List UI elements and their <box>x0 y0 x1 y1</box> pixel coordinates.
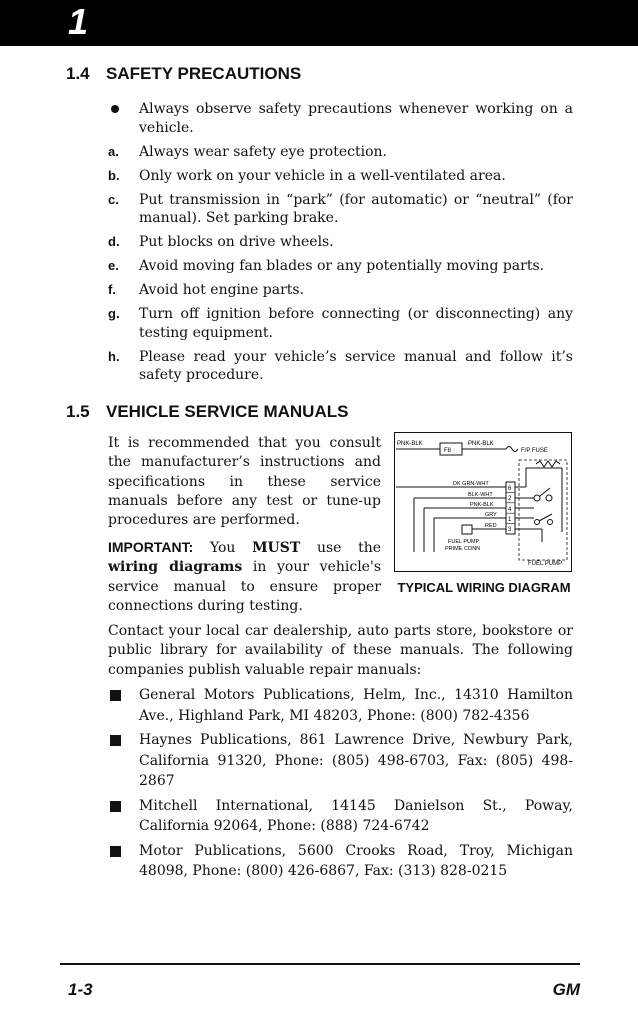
safety-item <box>108 257 573 276</box>
safety-list <box>108 100 573 390</box>
label-pnk-blk-right: PNK-BLK <box>468 441 494 447</box>
relay-contact-icon <box>546 495 552 501</box>
safety-item-text: Avoid moving fan blades or any potentially moving parts. <box>139 258 545 274</box>
manuals-intro: It is recommended that you consult the manufacturer’s instructions and specifications in these service manuals before any test or tune-up procedures are performed. <box>108 435 381 529</box>
wiring-diagram <box>394 432 572 572</box>
pin-label: 6 <box>508 486 512 492</box>
safety-item-marker: d. <box>108 234 120 249</box>
square-bullet-icon <box>110 846 121 857</box>
prime-connector <box>462 525 472 534</box>
publisher-text: General Motors Publications, Helm, Inc., 14310 Hamilton Ave., Highland Park, MI 48203, Phone: (800) 782-4356 <box>139 687 573 724</box>
safety-section-heading <box>66 64 301 84</box>
safety-item <box>108 191 573 228</box>
safety-item <box>108 167 573 186</box>
label-fp-fuse: F/P FUSE <box>521 448 548 454</box>
label-fuel-pump: FUEL PUMP <box>528 561 563 567</box>
safety-item-marker: f. <box>108 282 116 297</box>
manuals-contact: Contact your local car dealership, auto parts store, bookstore or public library for availability of these manuals. The following companies publish valuable repair manuals: <box>108 623 573 678</box>
safety-item <box>108 100 573 137</box>
safety-item-text: Only work on your vehicle in a well-ventilated area. <box>139 167 506 184</box>
label-fuel-pump-prime: FUEL PUMP <box>448 539 480 545</box>
safety-item-text: Always wear safety eye protection. <box>139 143 387 160</box>
label-fuse: F8 <box>444 448 452 454</box>
important-label: IMPORTANT: <box>108 539 194 555</box>
publisher-text: Haynes Publications, 861 Lawrence Drive, Newbury Park, California 91320, Phone: (805) 498-6703, Fax: (805) 498-2867 <box>139 732 573 789</box>
square-bullet-icon <box>110 690 121 701</box>
important-note <box>108 538 381 616</box>
safety-item-marker: c. <box>108 191 119 207</box>
label-red: RED <box>485 523 497 529</box>
safety-item <box>108 233 573 252</box>
safety-section-title: SAFETY PRECAUTIONS <box>106 64 302 83</box>
safety-item <box>108 305 573 342</box>
label-prime-conn: PRIME CONN <box>445 546 481 552</box>
safety-item-text: Always observe safety precautions whenever working on a vehicle. <box>139 101 573 136</box>
switch-contact-icon <box>535 520 540 525</box>
important-text: in your vehicle's service manual to ensure proper connections during testing. <box>108 559 381 614</box>
safety-item-text: Put blocks on drive wheels. <box>139 234 334 250</box>
manuals-section-number: 1.5 <box>66 402 90 421</box>
safety-item <box>108 281 573 300</box>
footer-rule <box>60 963 580 965</box>
safety-item <box>108 348 573 385</box>
square-bullet-icon <box>110 735 121 746</box>
safety-section-number: 1.4 <box>66 64 90 83</box>
important-text: You <box>193 540 253 556</box>
publisher-item <box>108 841 573 882</box>
pin-label: 1 <box>508 517 512 523</box>
square-bullet-icon <box>110 801 121 812</box>
publisher-text: Motor Publications, 5600 Crooks Road, Troy, Michigan 48098, Phone: (800) 426-6867, Fax: (313) 828-0215 <box>139 842 573 879</box>
pin-label: 4 <box>508 507 512 513</box>
publisher-item <box>108 730 573 792</box>
important-text: use the <box>300 540 381 556</box>
label-pnk-blk-mid: PNK-BLK <box>470 502 494 508</box>
safety-item-text: Put transmission in “park” (for automatic) or “neutral” (for manual). Set parking brake. <box>139 191 573 226</box>
bullet-icon <box>111 105 119 113</box>
chapter-number: 1 <box>68 1 89 42</box>
footer-brand: GM <box>552 980 580 999</box>
safety-item-marker: b. <box>108 167 120 183</box>
pin-label: 2 <box>508 496 512 502</box>
label-gry: GRY <box>485 512 497 518</box>
safety-item-marker: h. <box>108 348 120 364</box>
safety-item-text: Please read your vehicle’s service manual and follow it’s safety procedure. <box>139 348 573 383</box>
manuals-section-title: VEHICLE SERVICE MANUALS <box>106 402 349 421</box>
relay-contact-icon <box>534 495 540 501</box>
safety-item-text: Turn off ignition before connecting (or disconnecting) any testing equipment. <box>139 306 573 341</box>
safety-item-marker: g. <box>108 306 120 321</box>
page-number: 1-3 <box>68 980 93 999</box>
switch-contact-icon <box>548 520 553 525</box>
pin-label: 3 <box>508 527 512 533</box>
safety-item <box>108 143 573 162</box>
diagram-caption: TYPICAL WIRING DIAGRAM <box>397 580 571 595</box>
important-must: MUST <box>252 540 301 556</box>
publisher-text: Mitchell International, 14145 Danielson St., Poway, California 92064, Phone: (888) 724-6742 <box>139 797 573 834</box>
publisher-item <box>108 796 573 837</box>
publisher-list <box>108 685 573 886</box>
important-wiring: wiring diagrams <box>108 559 243 576</box>
manuals-section-heading <box>66 402 348 422</box>
chapter-header-bar <box>0 0 638 46</box>
label-blk-wht: BLK-WHT <box>468 492 493 498</box>
safety-item-marker: e. <box>108 258 119 273</box>
safety-item-text: Avoid hot engine parts. <box>139 282 305 298</box>
safety-item-marker: a. <box>108 143 119 159</box>
label-dk-grn-wht: DK GRN-WHT <box>453 481 489 487</box>
publisher-item <box>108 685 573 726</box>
label-pnk-blk-left: PNK-BLK <box>397 441 423 447</box>
